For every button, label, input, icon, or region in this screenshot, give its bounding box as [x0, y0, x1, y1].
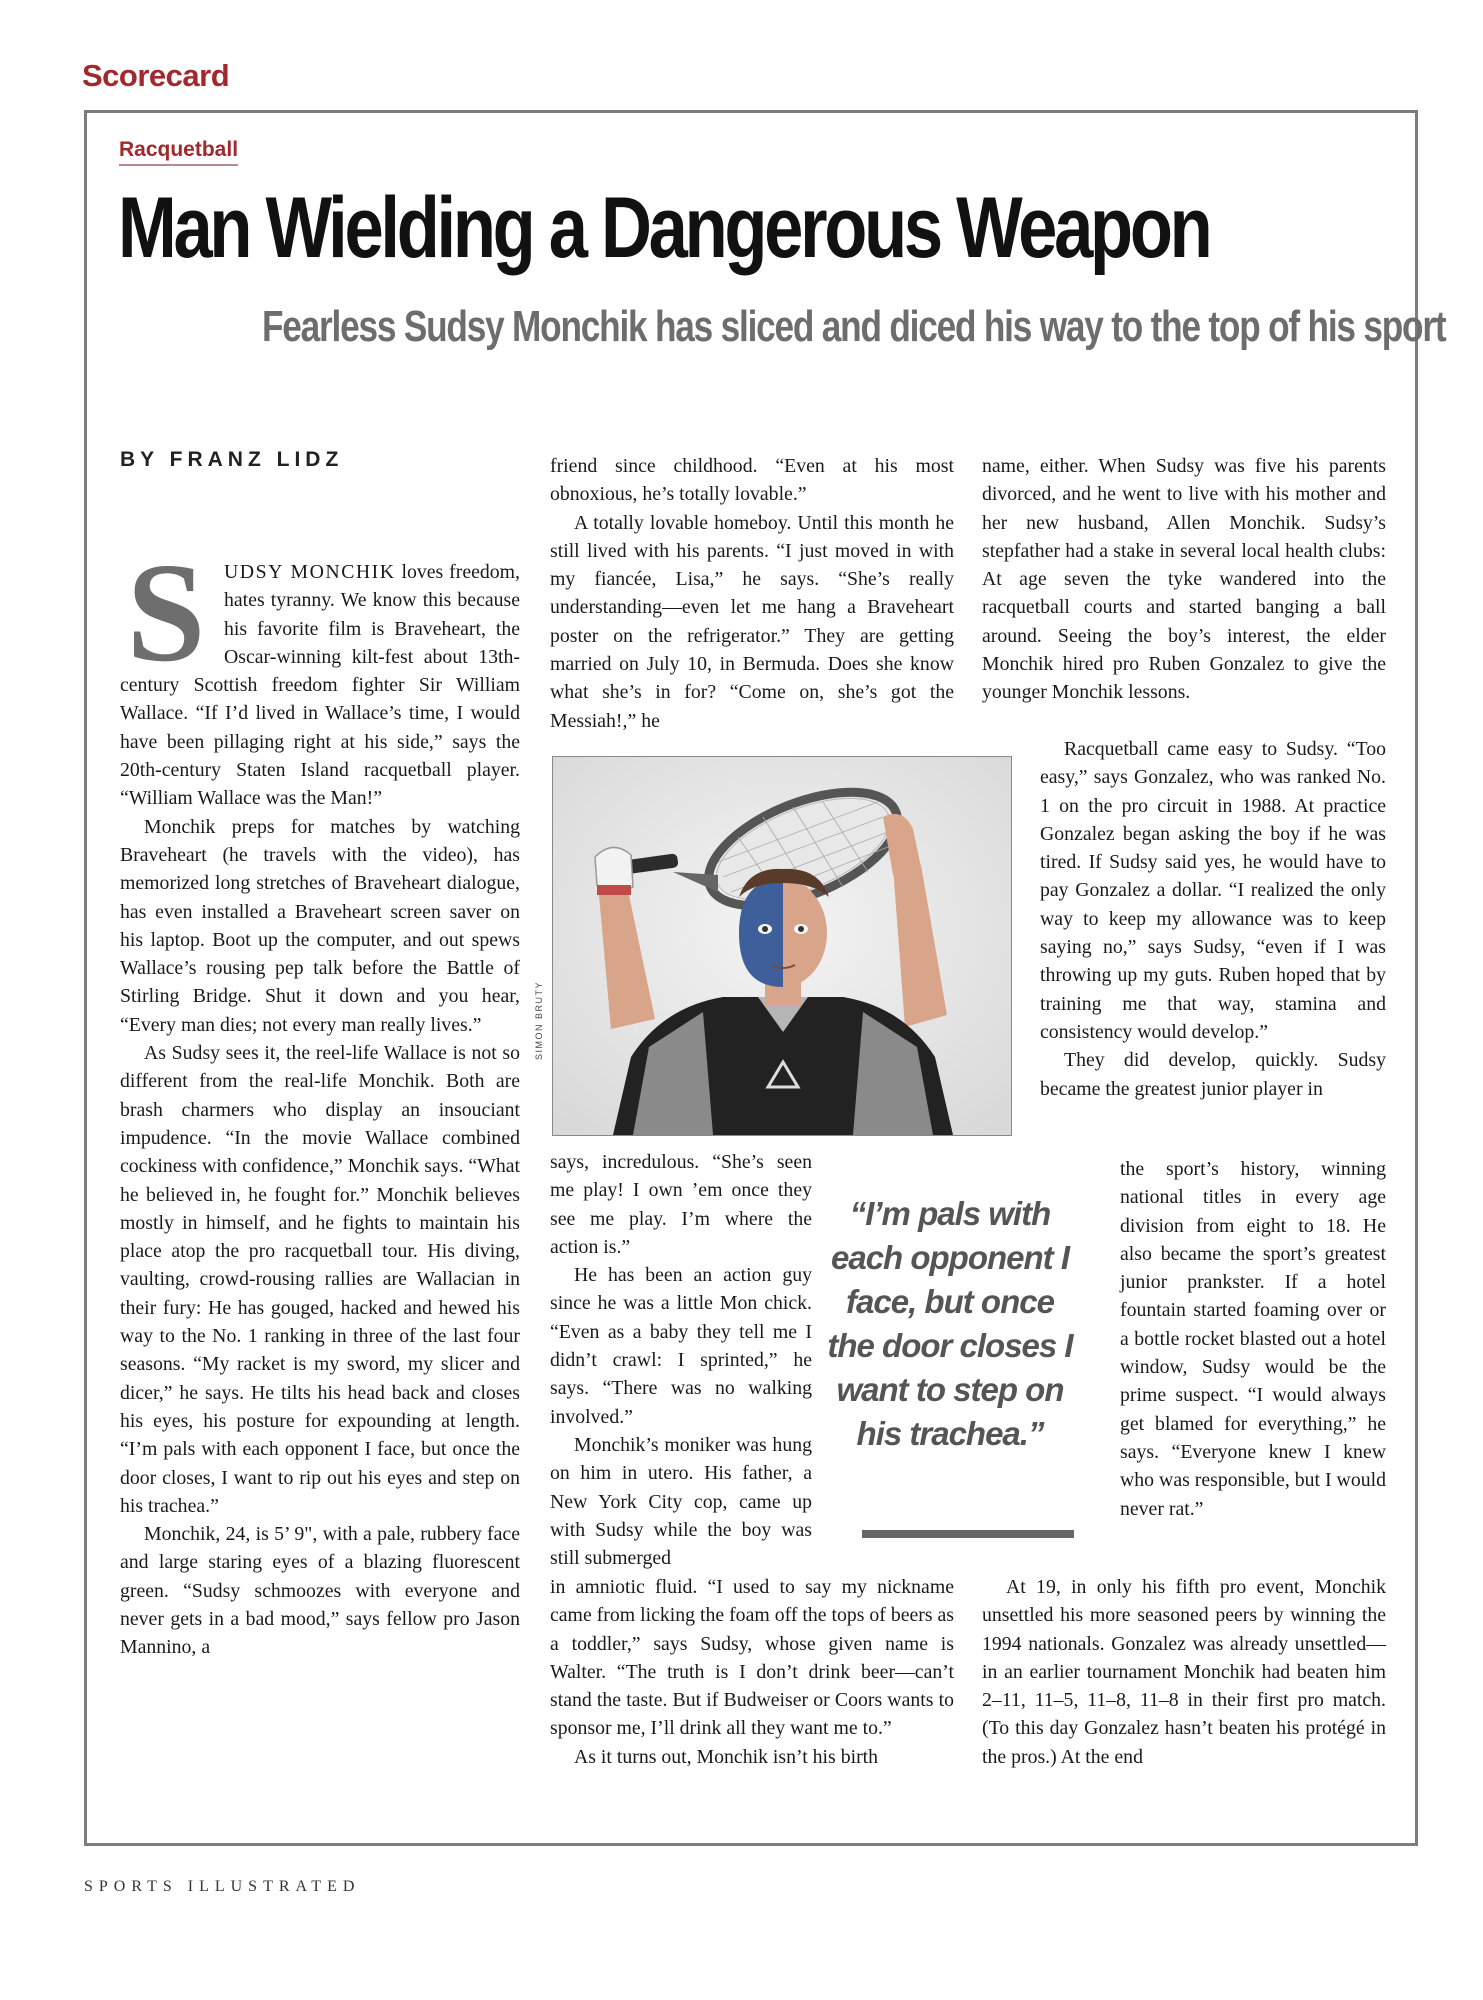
photo-illustration [553, 757, 1011, 1135]
paragraph: As it turns out, Monchik isn’t his birth [574, 1745, 879, 1768]
paragraph: He has been an action guy since he was a little Mon chick. “Even as a baby they tell me I didn’t crawl: I sprinted,” he says. “There was no walking involved.” [550, 1264, 812, 1428]
paragraph: They did develop, quickly. Sudsy became the greatest junior player in [1040, 1049, 1386, 1100]
column-2-middle [550, 1148, 812, 1572]
paragraph: Monchik, 24, is 5’ 9", with a pale, rubbery face and large staring eyes of a blazing fluorescent green. “Sudsy schmoozes with everyone and never gets in a bad mood,” says fellow pro Jason Mannino, a [120, 1523, 520, 1659]
paragraph: name, either. When Sudsy was five his parents divorced, and he went to live with his mother and her new husband, Allen Monchik. Sudsy’s stepfather had a stake in several local health clubs: At age seven the tyke wandered into the racquetball courts and started banging a ball around. Seeing the boy’s interest, the elder Monchik hired pro Ruben Gonzalez to give the younger Monchik lessons. [982, 455, 1386, 704]
headline: Man Wielding a Dangerous Weapon [118, 180, 1210, 276]
column-3-top [982, 452, 1386, 707]
column-1 [120, 533, 520, 1662]
lead-paragraph [120, 533, 520, 813]
athlete-photo [552, 756, 1012, 1136]
column-3-beside-quote [1120, 1155, 1386, 1523]
sport-kicker: Racquetball [119, 138, 238, 166]
paragraph: Monchik preps for matches by watching Braveheart (he travels with the video), has memorized long stretches of Braveheart dialogue, has even installed a Braveheart screen saver on his laptop. Boot up the computer, and out spews Wallace’s rousing pep talk before the Battle of Stirling Bridge. Shut it down and you hear, “Every man dies; not every man really lives.” [120, 815, 520, 1036]
pull-quote-rule [862, 1530, 1074, 1538]
lead-smallcaps: UDSY MONCHIK [224, 561, 396, 583]
section-label: Scorecard [82, 58, 230, 93]
paragraph: says, incredulous. “She’s seen me play! I own ’em once they see me play. I’m where the action is.” [550, 1151, 812, 1258]
column-3-bottom [982, 1573, 1386, 1771]
magazine-footer: SPORTS ILLUSTRATED [84, 1878, 361, 1895]
paragraph: As Sudsy sees it, the reel-life Wallace is not so different from the real-life Monchik. Both are brash charmers who display an insouciant impudence. “In the movie Wallace combined cockiness with confidence,” Monchik says. “What he believed in, he fought for.” Monchik believes mostly in himself, and he fights to maintain his place atop the pro racquetball tour. His diving, vaulting, crowd-rousing rallies are Wallacian in their fury: He has gouged, hacked and hewed his way to the No. 1 ranking in three of the last four seasons. “My racket is my sword, my slicer and dicer,” he says. He tilts his head back and closes his eyes, his posture for expounding at length. “I’m pals with each opponent I face, but once the door closes, I want to rip out his eyes and step on his trachea.” [120, 1042, 520, 1517]
photo-credit: SIMON BRUTY [534, 980, 544, 1060]
paragraph: Racquetball came easy to Sudsy. “Too easy,” says Gonzalez, who was ranked No. 1 on the pro circuit in 1988. At practice Gonzalez began asking the boy if he was tired. If Sudsy said yes, he would have to pay Gonzalez a dollar. “I realized the only way to keep my allowance was to keep saying no,” says Sudsy, “even if I was throwing up my guts. Ruben hoped that by training me that way, stamina and consistency would develop.” [1040, 738, 1386, 1043]
paragraph: Monchik’s moniker was hung on him in utero. His father, a New York City cop, came up with Sudsy while the boy was still submerged [550, 1433, 812, 1570]
subheadline: Fearless Sudsy Monchik has sliced and diced his way to the top of his sport [262, 302, 1446, 351]
pull-quote: “I’m pals with each opponent I face, but once the door closes I want to step on his trachea.” [827, 1195, 1073, 1452]
paragraph: the sport’s history, winning national titles in every age division from eight to 18. He also became the sport’s greatest junior prankster. If a hotel fountain started foaming over or a bottle rocket blasted out a hotel window, Sudsy would be the prime suspect. “I would always get blamed for everything,” he says. “Everyone knew I knew who was responsible, but I would never rat.” [1120, 1158, 1386, 1520]
column-2-bottom [550, 1573, 954, 1771]
byline: BY FRANZ LIDZ [120, 448, 344, 471]
paragraph: in amniotic fluid. “I used to say my nickname came from licking the foam off the tops of beers as a toddler,” says Sudsy, whose given name is Walter. “The truth is I don’t drink beer—can’t stand the taste. But if Budweiser or Coors wants to sponsor me, I’ll drink all they want me to.” [550, 1576, 954, 1740]
column-3-beside-photo [1040, 735, 1386, 1103]
column-2-top [550, 452, 954, 735]
paragraph: At 19, in only his fifth pro event, Monchik unsettled his more seasoned peers by winning the 1994 nationals. Gonzalez was already unsettled—in an earlier tournament Monchik had beaten him 2–11, 11–5, 11–8, 11–8 in their first pro match. (To this day Gonzalez hasn’t beaten his protégé in the pros.) At the end [982, 1576, 1386, 1768]
paragraph: A totally lovable homeboy. Until this month he still lived with his parents. “I just moved in with my fiancée, Lisa,” he says. “She’s really understanding—even let me hang a Braveheart poster on the refrigerator.” They are getting married on July 10, in Bermuda. Does she know what she’s in for? “Come on, she’s got the Messiah!,” he [550, 511, 954, 732]
paragraph: friend since childhood. “Even at his most obnoxious, he’s totally lovable.” [550, 455, 954, 506]
drop-cap: S [126, 533, 206, 691]
lead-text: loves freedom, hates tyranny. We know this because his favorite film is Braveheart, the Oscar-winning kilt-fest about 13th-century Scottish freedom fighter Sir William Wallace. “If I’d lived in Wallace’s time, I would have been pillaging right at his side,” says the 20th-century Staten Island racquetball player. “William Wallace was the Man!” [120, 561, 520, 810]
